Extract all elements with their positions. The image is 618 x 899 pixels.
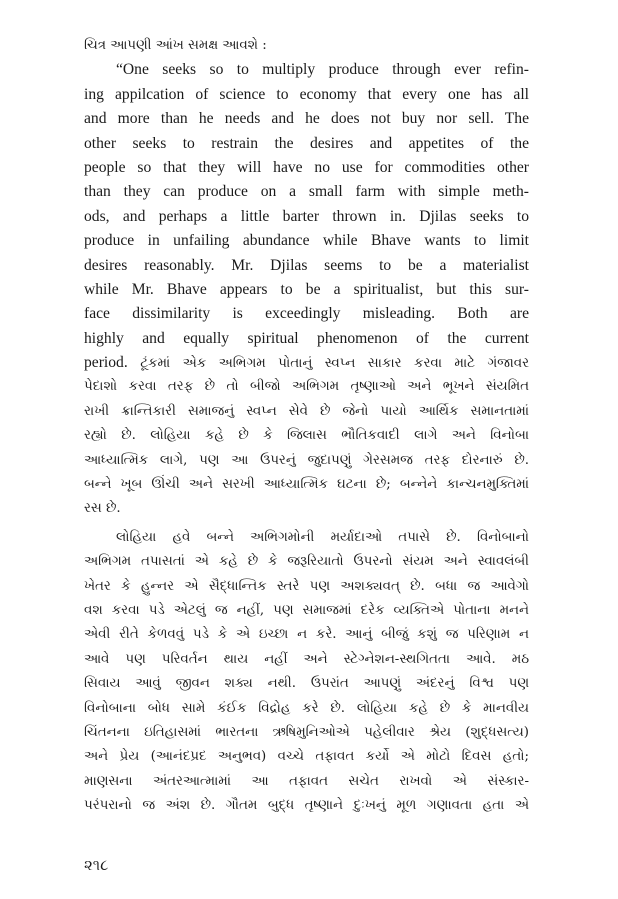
paragraph-line: બન્ને ખૂબ ઊંચી અને સરખી આધ્યાત્મિક ઘટના છે; બન્નેને કાન્ચનમુક્તિમાં bbox=[84, 477, 529, 493]
intro-line: ચિત્ર આપણી આંખ સમક્ષ આવશે : bbox=[84, 38, 267, 53]
quote-line: highly and equally spiritual phenomenon of the current bbox=[84, 329, 529, 347]
paragraph-line: વશ કરવા પડે એટલું જ નહીં, પણ સમાજમાં દરેક વ્યક્તિએ પોતાના મનને bbox=[84, 602, 529, 618]
page-body bbox=[84, 34, 529, 819]
quote-line: desires reasonably. Mr. Djilas seems to be a materialist bbox=[84, 256, 529, 274]
paragraph-line: ચિંતનના ઇતિહાસમાં ભારતના ઋષિમુનિઓએ પહેલીવાર શ્રેય (શુદ્ધસત્ય) bbox=[84, 724, 529, 740]
quote-line: face dissimilarity is exceedingly misleading. Both are bbox=[84, 305, 529, 323]
paragraph-line: માણસના અંતરઆત્મામાં આ તફાવત સચેત રાખવો એ સંસ્કાર- bbox=[84, 773, 529, 789]
paragraph-line: વિનોબાના બોધ સામે કંઈક વિદ્રોહ કરે છે. લોહિયા કહે છે કે માનવીય bbox=[84, 700, 529, 716]
paragraph-line: સિવાય આવું જીવન શક્ય નથી. ઉપરાંત આપણું અંદરનું વિશ્વ પણ bbox=[84, 676, 529, 692]
paragraph-line: અભિગમ તપાસતાં એ કહે છે કે જરૂરિયાતો ઉપરનો સંયમ અને સ્વાવલંબી bbox=[84, 554, 529, 570]
quote-line: “One seeks so to multiply produce through ever refin- bbox=[116, 61, 529, 79]
quote-line: than they can produce on a small farm with simple meth- bbox=[84, 183, 529, 201]
paragraph-line: એવી રીતે કેળવવું પડે કે એ ઇચ્છા ન કરે. આનું બીજું કશું જ પરિણામ ન bbox=[84, 627, 529, 643]
paragraph-line: રહ્યો છે. લોહિયા કહે છે કે જિલાસ ભૌતિકવાદી લાગે અને વિનોબા bbox=[84, 428, 529, 444]
paragraph-line: આવે પણ પરિવર્તન થાય નહીં અને સ્ટેગ્નેશન-સ્થગિતતા આવે. મઠ bbox=[84, 651, 529, 667]
paragraph-line: લોહિયા હવે બન્ને અભિગમોની મર્યાદાઓ તપાસે છે. વિનોબાનો bbox=[116, 529, 529, 545]
page-number: ૨૧૮ bbox=[84, 856, 109, 874]
quote-line: produce in unfailing abundance while Bhave wants to limit bbox=[84, 232, 529, 250]
quote-line: and more than he needs and he does not buy nor sell. The bbox=[84, 110, 529, 128]
paragraph-line: ખેતર કે હુન્નર એ સૈદ્ધાન્તિક સ્તરે પણ અશક્યવત્ છે. બધા જ આવેગો bbox=[84, 578, 529, 594]
mixed-line-english: period. bbox=[84, 354, 128, 372]
paragraph-line: પેદાશો કરવા તરફ છે તો બીજો અભિગમ તૃષ્ણાઓ અને ભૂખને સંયમિત bbox=[84, 379, 529, 395]
paragraph-line: રાખી ક્રાન્તિકારી સમાજનું સ્વપ્ન સેવે છે જેનો પાયો આર્થિક સમાનતામાં bbox=[84, 403, 529, 419]
paragraph-line: રસ છે. bbox=[84, 501, 121, 517]
paragraph-line: પરંપરાનો જ અંશ છે. ગૌતમ બુદ્ધ તૃષ્ણાને દુઃખનું મૂળ ગણાવતા હતા એ bbox=[84, 798, 529, 814]
quote-line: ing appilcation of science to economy that every one has all bbox=[84, 85, 529, 103]
quote-line: people so that they will have no use for commodities other bbox=[84, 158, 529, 176]
mixed-line bbox=[84, 351, 529, 375]
quote-line: ods, and perhaps a little barter thrown in. Djilas seeks to bbox=[84, 207, 529, 225]
mixed-line-gujarati: ટૂંકમાં એક અભિગમ પોતાનું સ્વપ્ન સાકાર કરવા માટે ગંજાવર bbox=[127, 356, 529, 372]
quote-line: while Mr. Bhave appears to be a spiritualist, but this sur- bbox=[84, 280, 529, 298]
paragraph-line: અને પ્રેય (આનંદપ્રદ અનુભવ) વચ્ચે તફાવત કર્યો એ મોટો દિવસ હતો; bbox=[84, 749, 529, 765]
paragraph-line: આધ્યાત્મિક લાગે, પણ આ ઉપરનું જુદાપણું ગેરસમજ તરફ દોરનારું છે. bbox=[84, 452, 529, 468]
quote-line: other seeks to restrain the desires and appetites of the bbox=[84, 134, 529, 152]
